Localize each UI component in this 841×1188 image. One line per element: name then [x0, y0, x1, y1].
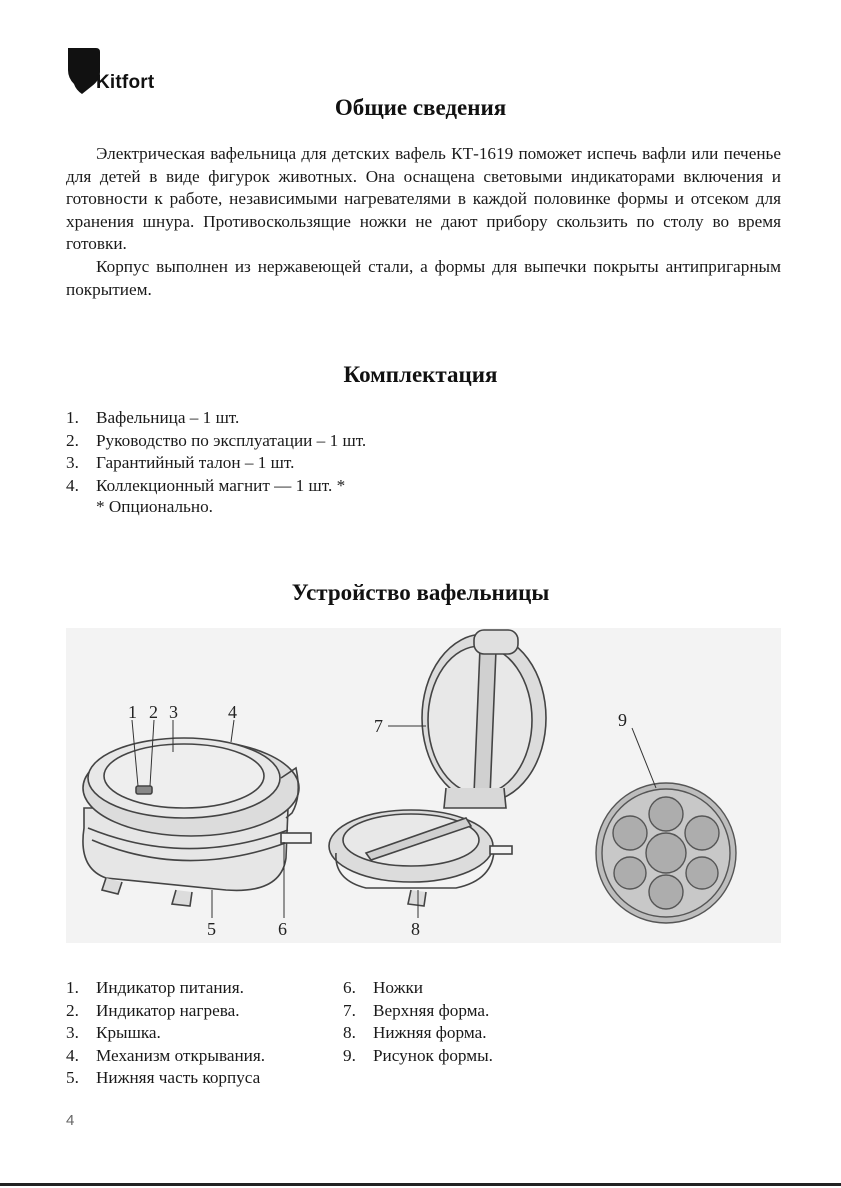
- list-item: 2. Руководство по эксплуатации – 1 шт.: [66, 430, 367, 450]
- device-illustration: [66, 628, 781, 943]
- general-paragraph-1: Электрическая вафельница для детских вафель КТ-1619 поможет испечь вафли или печенье для детей в виде фигурок животных. Она оснащена световыми индикаторами включения и готовности к работе, независимыми нагревателями в каждой половинке формы и отсеком для хранения шнура. Противоскользящие ножки не дают прибору скользить по столу во время готовки.: [66, 144, 781, 253]
- list-item: 4. Механизм открывания.: [66, 1045, 266, 1065]
- callout-6: 6: [278, 919, 287, 939]
- section-title-device: Устройство вафельницы: [291, 580, 550, 605]
- callout-9: 9: [618, 710, 627, 730]
- list-item: 1. Вафельница – 1 шт.: [66, 408, 240, 427]
- kit-list: [66, 407, 366, 497]
- brand-name: Kitfort: [96, 72, 155, 93]
- callout-2: 2: [149, 702, 158, 722]
- parts-list-right: [343, 977, 493, 1067]
- list-item: 3. Крышка.: [66, 1023, 161, 1042]
- section-title-kit: Комплектация: [343, 362, 498, 387]
- callout-7: 7: [374, 716, 383, 736]
- callout-5: 5: [207, 919, 216, 939]
- list-item: 8. Нижняя форма.: [343, 1023, 487, 1042]
- mold-pattern-drawing: [596, 783, 736, 923]
- callout-3: 3: [169, 702, 178, 722]
- section-title-general: Общие сведения: [334, 95, 507, 120]
- kit-note: * Опционально.: [96, 497, 213, 516]
- list-item: 6. Ножки: [343, 978, 424, 997]
- list-item: 9. Рисунок формы.: [343, 1045, 493, 1065]
- list-item: 1. Индикатор питания.: [66, 978, 244, 997]
- bottom-divider: [0, 1183, 841, 1186]
- list-item: 7. Верхняя форма.: [343, 1000, 490, 1020]
- parts-list-left: [66, 977, 265, 1090]
- list-item: 5. Нижняя часть корпуса: [66, 1068, 261, 1087]
- list-item: 4. Коллекционный магнит — 1 шт. *: [66, 475, 346, 495]
- page-number: 4: [66, 1112, 75, 1129]
- callout-1: 1: [128, 702, 137, 722]
- callout-8: 8: [411, 919, 420, 939]
- list-item: 2. Индикатор нагрева.: [66, 1000, 240, 1020]
- general-paragraph-2: Корпус выполнен из нержавеющей стали, а формы для выпечки покрыты антипригарным покрытием.: [66, 257, 781, 299]
- list-item: 3. Гарантийный талон – 1 шт.: [66, 453, 295, 472]
- callout-4: 4: [228, 702, 237, 722]
